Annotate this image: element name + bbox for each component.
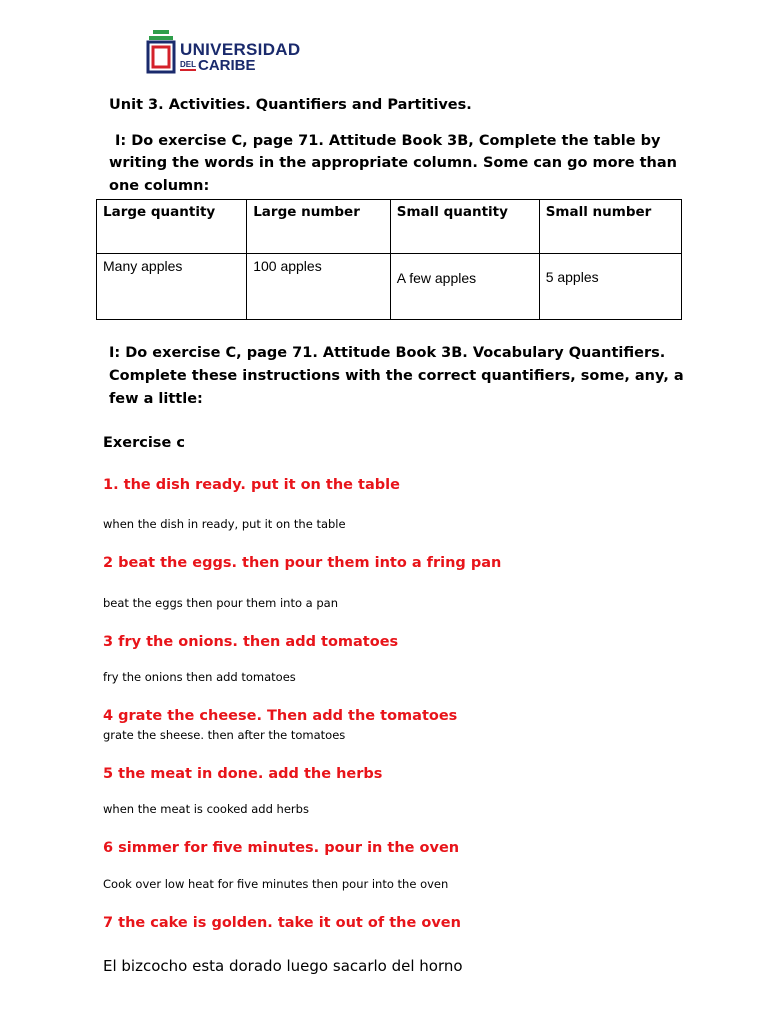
exercise-answer: Cook over low heat for five minutes then pour into the oven — [103, 877, 449, 891]
table-header: Large number — [247, 200, 391, 254]
logo-del: DEL — [180, 60, 196, 69]
exercise-prompt: 5 the meat in done. add the herbs — [103, 766, 383, 782]
logo-line1: UNIVERSIDAD — [180, 40, 301, 59]
instruction1-line3: one column: — [109, 178, 210, 194]
exercise-prompt: 6 simmer for five minutes. pour in the oven — [103, 840, 460, 856]
exercise-answer: El bizcocho esta dorado luego sacarlo del horno — [103, 957, 463, 975]
exercise-answer: grate the sheese. then after the tomatoes — [103, 728, 346, 742]
table-cell: 5 apples — [539, 254, 681, 320]
table-cell: Many apples — [97, 254, 247, 320]
table-header-row — [97, 200, 682, 254]
exercise-answer: when the meat is cooked add herbs — [103, 802, 309, 816]
logo-emblem-icon — [146, 28, 176, 74]
logo-caribe: CARIBE — [198, 57, 256, 74]
instruction1-line1: I: Do exercise C, page 71. Attitude Book 3B, Complete the table by — [115, 133, 661, 149]
instruction1-line2: writing the words in the appropriate column. Some can go more than — [109, 155, 677, 171]
instruction2-line1: I: Do exercise C, page 71. Attitude Book 3B. Vocabulary Quantifiers. — [109, 345, 666, 361]
logo-line2 — [180, 57, 256, 74]
exercise-answer: when the dish in ready, put it on the table — [103, 517, 346, 531]
exercise-answer: beat the eggs then pour them into a pan — [103, 596, 339, 610]
exercise-answer: fry the onions then add tomatoes — [103, 670, 296, 684]
exercise-prompt: 7 the cake is golden. take it out of the oven — [103, 915, 461, 931]
university-logo — [146, 28, 306, 78]
exercise-prompt: 2 beat the eggs. then pour them into a fring pan — [103, 555, 502, 571]
instruction2-line3: few a little: — [109, 391, 203, 407]
table-header: Large quantity — [97, 200, 247, 254]
table-cell: 100 apples — [247, 254, 391, 320]
instruction2-line2: Complete these instructions with the correct quantifiers, some, any, a — [109, 368, 684, 384]
table-row — [97, 254, 682, 320]
exercise-prompt: 4 grate the cheese. Then add the tomatoes — [103, 708, 458, 724]
exercise-prompt: 3 fry the onions. then add tomatoes — [103, 634, 399, 650]
exercise-prompt: 1. the dish ready. put it on the table — [103, 477, 400, 493]
table-header: Small number — [539, 200, 681, 254]
table-cell: A few apples — [390, 254, 539, 320]
table-header: Small quantity — [390, 200, 539, 254]
exercise-heading: Exercise c — [103, 435, 185, 451]
quantity-table — [96, 199, 682, 320]
page-title: Unit 3. Activities. Quantifiers and Partitives. — [109, 97, 472, 113]
